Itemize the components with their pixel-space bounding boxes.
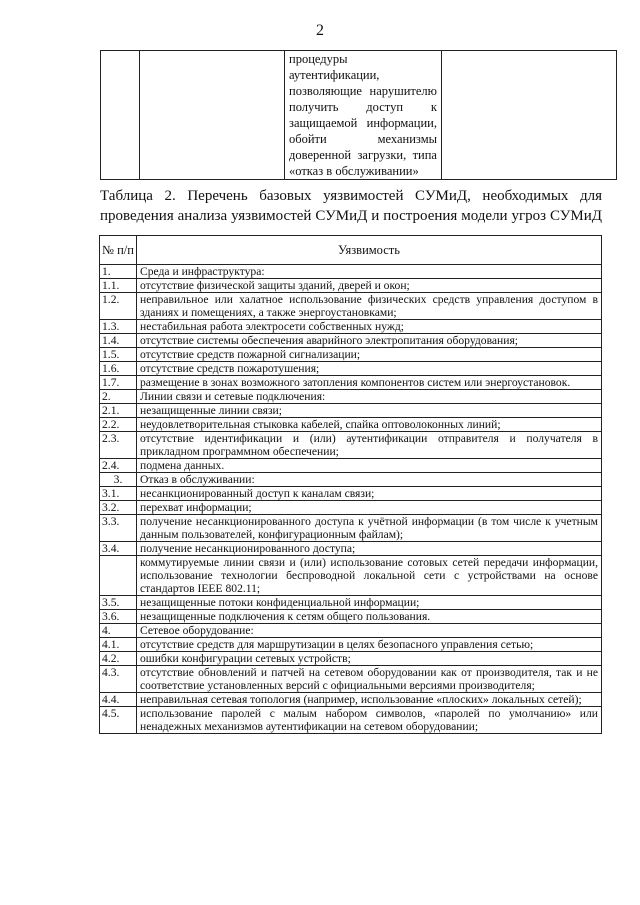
table-row xyxy=(100,666,602,693)
row-text: незащищенные потоки конфиденциальной информации; xyxy=(137,596,602,610)
row-number: 1.6. xyxy=(100,362,137,376)
row-text: ошибки конфигурации сетевых устройств; xyxy=(137,652,602,666)
table-row xyxy=(100,693,602,707)
row-text: размещение в зонах возможного затопления компонентов систем или энергоустановок. xyxy=(137,376,602,390)
table-row xyxy=(100,473,602,487)
row-number: 4.5. xyxy=(100,707,137,734)
table-row xyxy=(100,624,602,638)
table-row xyxy=(100,487,602,501)
table-row xyxy=(100,515,602,542)
row-number: 2.4. xyxy=(100,459,137,473)
table-row xyxy=(100,293,602,320)
table-row xyxy=(100,348,602,362)
row-number: 1.1. xyxy=(100,279,137,293)
table-cell xyxy=(140,51,285,180)
row-text: перехват информации; xyxy=(137,501,602,515)
row-number: 3.3. xyxy=(100,515,137,542)
table-row xyxy=(100,418,602,432)
row-text: отсутствие идентификации и (или) аутентификации отправителя и получателя в прикладном программном обеспечении; xyxy=(137,432,602,459)
row-text: получение несанкционированного доступа к учётной информации (в том числе к учетным данным пользователей, конфигурационным файлам); xyxy=(137,515,602,542)
row-number: 1.7. xyxy=(100,376,137,390)
table-row xyxy=(100,596,602,610)
row-number: 3.6. xyxy=(100,610,137,624)
table-row xyxy=(100,432,602,459)
continuation-table xyxy=(100,50,617,180)
row-number: 2.1. xyxy=(100,404,137,418)
row-number: 3.4. xyxy=(100,542,137,556)
row-text: Среда и инфраструктура: xyxy=(137,265,602,279)
vulnerabilities-table xyxy=(99,235,602,734)
row-number: 3.2. xyxy=(100,501,137,515)
table-row xyxy=(100,638,602,652)
row-text: незащищенные линии связи; xyxy=(137,404,602,418)
table-row xyxy=(100,362,602,376)
row-text: незащищенные подключения к сетям общего пользования. xyxy=(137,610,602,624)
table-row xyxy=(100,707,602,734)
row-text: отсутствие средств для маршрутизации в целях безопасного управления сетью; xyxy=(137,638,602,652)
table-cell xyxy=(442,51,617,180)
row-number: 3.1. xyxy=(100,487,137,501)
table-row xyxy=(101,51,617,180)
row-number: 2.2. xyxy=(100,418,137,432)
row-number: 3.5. xyxy=(100,596,137,610)
column-header-number: № п/п xyxy=(100,236,137,265)
row-text: Сетевое оборудование: xyxy=(137,624,602,638)
row-number: 1.4. xyxy=(100,334,137,348)
table-row xyxy=(100,334,602,348)
row-number: 4.3. xyxy=(100,666,137,693)
table-row xyxy=(100,459,602,473)
column-header-vulnerability: Уязвимость xyxy=(137,236,602,265)
table-row xyxy=(100,390,602,404)
table-row xyxy=(100,404,602,418)
row-number: 1. xyxy=(100,265,137,279)
table-row xyxy=(100,265,602,279)
table-row xyxy=(100,376,602,390)
page-number: 2 xyxy=(316,22,324,39)
row-text: использование паролей с малым набором символов, «паролей по умолчанию» или ненадежных механизмов аутентификации на сетевом оборудовании; xyxy=(137,707,602,734)
table-row xyxy=(100,610,602,624)
row-text: нестабильная работа электросети собственных нужд; xyxy=(137,320,602,334)
row-text: Отказ в обслуживании: xyxy=(137,473,602,487)
row-text: коммутируемые линии связи и (или) использование сотовых сетей передачи информации, использование технологии беспроводной локальной сети с устройствами на основе стандартов IEEE 802.11; xyxy=(137,556,602,596)
row-text: подмена данных. xyxy=(137,459,602,473)
row-number: 2.3. xyxy=(100,432,137,459)
caption-line-2: проведения анализа уязвимостей СУМиД и построения модели угроз СУМиД xyxy=(100,208,602,224)
caption-line-1: Таблица 2. Перечень базовых уязвимостей СУМиД, необходимых для xyxy=(100,188,602,204)
row-text: получение несанкционированного доступа; xyxy=(137,542,602,556)
row-text: неудовлетворительная стыковка кабелей, спайка оптоволоконных линий; xyxy=(137,418,602,432)
table-row xyxy=(100,501,602,515)
row-text: Линии связи и сетевые подключения: xyxy=(137,390,602,404)
table-row xyxy=(100,279,602,293)
table-row xyxy=(100,556,602,596)
row-text: отсутствие средств пожарной сигнализации; xyxy=(137,348,602,362)
row-number: 2. xyxy=(100,390,137,404)
table-caption xyxy=(100,186,602,226)
row-text: отсутствие системы обеспечения аварийного электропитания оборудования; xyxy=(137,334,602,348)
row-number: 1.3. xyxy=(100,320,137,334)
table-row xyxy=(100,320,602,334)
row-number: 4. xyxy=(100,624,137,638)
table-header-row xyxy=(100,236,602,265)
row-text: отсутствие средств пожаротушения; xyxy=(137,362,602,376)
row-text: несанкционированный доступ к каналам связи; xyxy=(137,487,602,501)
row-text: отсутствие обновлений и патчей на сетевом оборудовании как от производителя, так и не соответствие установленных версий с официальными версиями производителя; xyxy=(137,666,602,693)
row-text: неправильная сетевая топология (например, использование «плоских» локальных сетей); xyxy=(137,693,602,707)
row-number: 3. xyxy=(100,473,137,487)
row-number: 1.2. xyxy=(100,293,137,320)
row-text: неправильное или халатное использование физических средств управления доступом в зданиях и помещениях, а также энергоустановками; xyxy=(137,293,602,320)
row-number: 4.4. xyxy=(100,693,137,707)
row-number: 4.1. xyxy=(100,638,137,652)
row-number: 1.5. xyxy=(100,348,137,362)
table-cell xyxy=(101,51,140,180)
table-cell: процедуры аутентификации, позволяющие нарушителю получить доступ к защищаемой информации, обойти механизмы доверенной загрузки, типа «отказ в обслуживании» xyxy=(285,51,442,180)
table-row xyxy=(100,542,602,556)
table-row xyxy=(100,652,602,666)
row-number: 4.2. xyxy=(100,652,137,666)
row-number xyxy=(100,556,137,596)
row-text: отсутствие физической защиты зданий, дверей и окон; xyxy=(137,279,602,293)
